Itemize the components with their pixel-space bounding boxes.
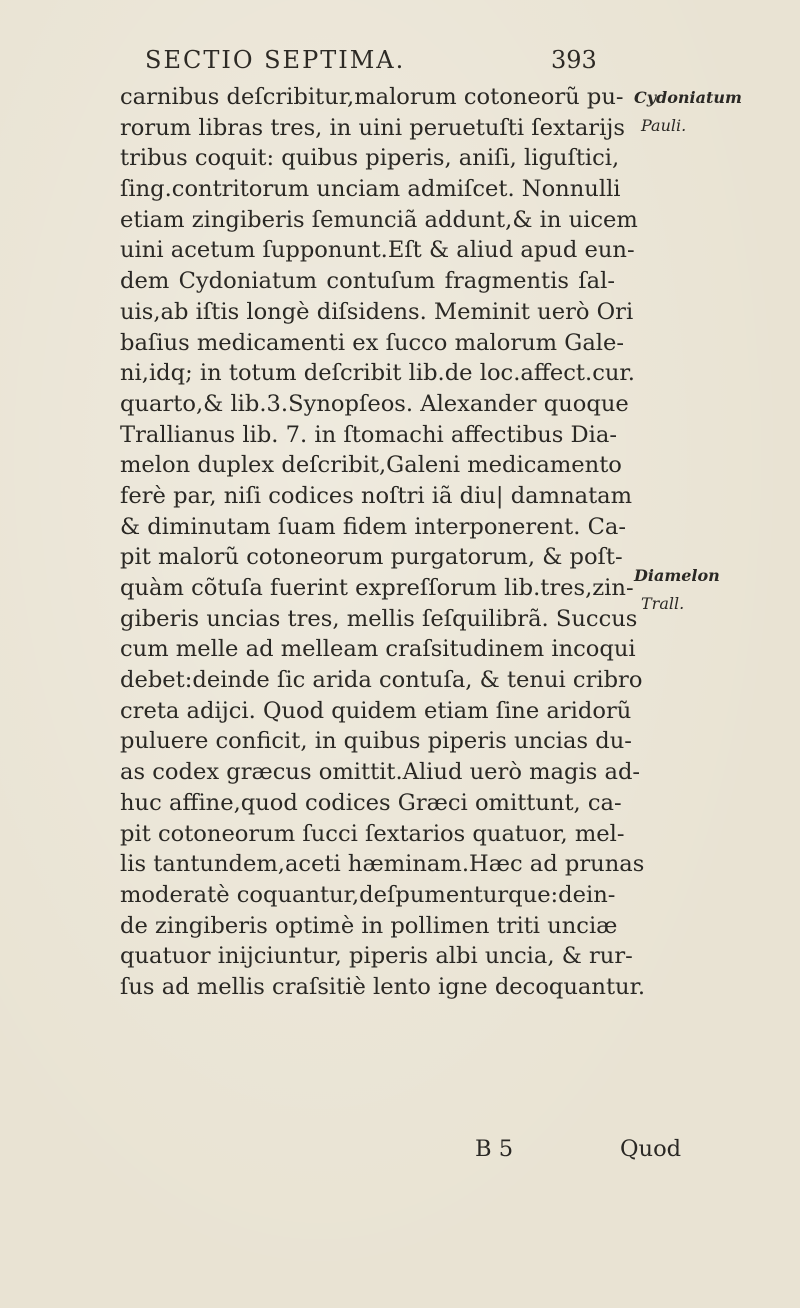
text-line: moderatè coquantur,deſpumenturque:dein- (120, 881, 616, 908)
text-line: tribus coquit: quibus piperis, aniſi, liguſtici, (120, 145, 620, 172)
margin-note-diamelon: Diamelon (634, 566, 720, 585)
signature-mark: B 5 (475, 1136, 514, 1162)
page-header (145, 46, 615, 86)
text-line: etiam zingiberis ſemunciã addunt,& in uicem (120, 206, 638, 233)
text-line: Trallianus lib. 7. in ſtomachi affectibus Dia- (120, 421, 617, 448)
text-line: baſius medicamenti ex ſucco malorum Gale- (120, 329, 625, 356)
text-line: dem Cydoniatum contuſum fragmentis ſal- (120, 268, 615, 295)
text-line: giberis uncias tres, mellis ſeſquilibrã. Succus (120, 605, 638, 632)
text-line: lis tantundem,aceti hæminam.Hæc ad prunas (120, 851, 645, 878)
text-line: melon duplex deſcribit,Galeni medicamento (120, 452, 622, 479)
text-line: as codex græcus omittit.Aliud uerò magis ad- (120, 759, 641, 786)
text-line: creta adijci. Quod quidem etiam ſine aridorũ (120, 697, 632, 724)
text-line: ni,idq; in totum deſcribit lib.de loc.affect.cur. (120, 360, 635, 387)
margin-note-trall: Trall. (641, 594, 685, 613)
text-line: puluere conficit, in quibus piperis uncias du- (120, 728, 632, 755)
main-text-block (120, 82, 646, 1003)
text-line: quàm cõtuſa fuerint expreſſorum lib.tres,zin- (120, 575, 634, 601)
catchword: Quod (620, 1136, 682, 1162)
margin-note-pauli: Pauli. (641, 116, 687, 135)
text-line: quarto,& lib.3.Synopſeos. Alexander quoque (120, 390, 629, 417)
page-number: 393 (551, 46, 597, 74)
text-line: cum melle ad melleam craſsitudinem incoqui (120, 636, 636, 663)
text-line: ſus ad mellis craſsitiè lento igne decoquantur. (120, 973, 646, 1000)
running-head: SECTIO SEPTIMA. (145, 46, 406, 74)
text-line: pit malorũ cotoneorum purgatorum, & poſt- (120, 544, 623, 571)
text-line: huc affine,quod codices Græci omittunt, ca- (120, 789, 622, 816)
text-line: uis,ab iſtis longè diſsidens. Meminit uerò Ori (120, 298, 634, 325)
text-line: ſing.contritorum unciam admiſcet. Nonnulli (120, 176, 621, 203)
text-line: & diminutam ſuam fidem interponerent. Ca- (120, 513, 626, 540)
text-line: quatuor inijciuntur, piperis albi uncia, & rur- (120, 943, 633, 970)
text-line: uini acetum ſupponunt.Eſt & aliud apud eun- (120, 237, 635, 264)
text-line: ferè par, niſi codices noſtri iã diu| damnatam (120, 482, 633, 509)
text-line: pit cotoneorum ſucci ſextarios quatuor, mel- (120, 820, 625, 847)
text-line: carnibus deſcribitur,malorum cotoneorũ pu- (120, 84, 624, 110)
text-line: de zingiberis optimè in pollimen triti unciæ (120, 912, 618, 939)
text-line: rorum libras tres, in uini peruetuſti ſextarijs (120, 114, 625, 141)
margin-note-cydoniatum: Cydoniatum (634, 88, 742, 107)
text-line: debet:deinde ſic arida contuſa, & tenui cribro (120, 667, 643, 694)
